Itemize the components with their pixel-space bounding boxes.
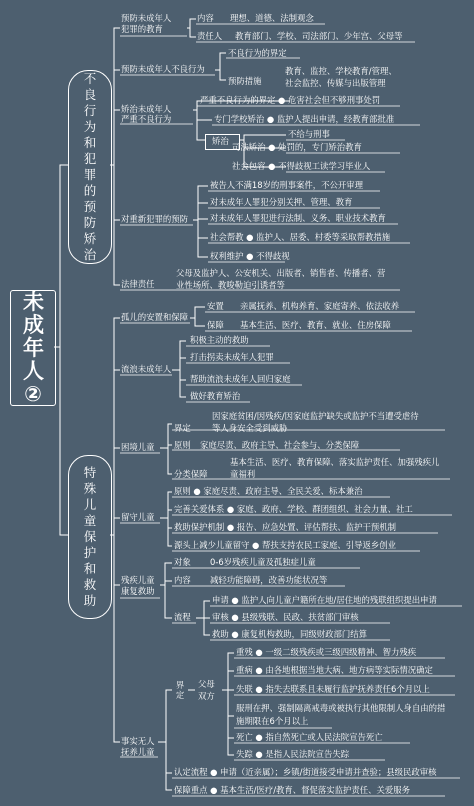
leftbehind-row: 原则 ● 家庭尽责、政府主导、全民关爱、标本兼治 [174, 486, 363, 496]
s3-jz-label: 矫治 [212, 136, 229, 146]
orphan-row-value: 亲属抚养、机构养育、家庭寄养、依法收养 [240, 301, 400, 311]
s5-value-1: 父母及监护人、公安机关、出版者、销售者、传播者、营 [176, 268, 386, 278]
noone-cond: 死亡 ● 指自然死亡或人民法院宣告死亡 [236, 732, 383, 742]
root-node [10, 290, 56, 406]
plight-principle-value: 家庭尽责、政府主导、社会参与、分类保障 [200, 440, 360, 450]
disabled-flow-row: 申请 ● 监护人向儿童户籍所在地/居住地的残联组织提出申请 [212, 595, 437, 605]
plight-class-value-2: 童福利 [230, 469, 256, 479]
s3-label-1: 矫治未成年人 [121, 104, 172, 114]
plight-def-key: 界定 [174, 423, 191, 433]
s2-top: 不良行为的界定 [228, 48, 287, 58]
branch-prevention [68, 70, 112, 264]
s1-row-key: 责任人 [197, 31, 223, 41]
street-row: 打击拐卖未成年人犯罪 [190, 352, 274, 362]
s4-row: 对未成年人罪犯进行法制、义务、职业技术教育 [210, 213, 386, 223]
branch-prevention-label: 不良行为和犯罪的预防矫治 [83, 71, 97, 262]
s4-label: 对重新犯罪的预防 [121, 214, 188, 224]
noone-label-1: 事实无人 [121, 736, 155, 746]
s1-label-1: 预防未成年人 [121, 13, 172, 23]
s3-label-2: 严重不良行为 [121, 114, 172, 124]
orphan-label: 孤儿的安置和保障 [121, 312, 188, 322]
disabled-label-1: 残疾儿童 [121, 575, 155, 585]
leftbehind-row: 源头上减少儿童留守 ● 帮扶支持农民工家庭、引导返乡创业 [174, 540, 397, 550]
noone-cond: 施期限在6个月以上 [236, 716, 309, 726]
disabled-content-key: 内容 [174, 575, 191, 585]
branch-protection [68, 455, 112, 619]
orphan-row-value: 基本生活、医疗、教育、就业、住房保障 [240, 320, 391, 330]
s5-label: 法律责任 [121, 279, 155, 289]
street-row: 帮助流浪未成年人回归家庭 [190, 374, 291, 384]
disabled-content-value: 减轻功能障碍，改善功能状况等 [210, 575, 328, 585]
disabled-object-value: 0-6岁残疾儿童及孤独症儿童 [210, 557, 316, 567]
s1-row-key: 内容 [197, 13, 214, 23]
noone-cond: 失联 ● 指失去联系且未履行监护抚养责任6个月以上 [236, 684, 430, 694]
orphan-row-key: 安置 [207, 301, 224, 311]
noone-cond: 重残 ● 一级二级残疾或三级四级精神、智力残疾 [236, 647, 417, 657]
s1-row-value: 理想、道德、法制观念 [230, 13, 314, 23]
plight-class-value-1: 基本生活、医疗、教育保障、落实监护责任、加强残疾儿 [230, 457, 440, 467]
s4-row: 被告人不满18岁的刑事案件，不公开审理 [210, 180, 364, 190]
s4-row: 社会帮教 ● 监护人、居委、村委等采取帮教措施 [210, 232, 391, 242]
plight-class-key: 分类保障 [174, 469, 208, 479]
s3-jz-row: 社会包容 ● 不得歧视工读学习毕业人 [232, 161, 371, 171]
disabled-label-2: 康复救助 [121, 586, 155, 596]
street-label: 流浪未成年人 [121, 364, 172, 374]
s2-value-1: 教育、监控、学校教育/管理、 [285, 66, 397, 76]
branch-protection-label: 特殊儿童保护和救助 [83, 465, 97, 608]
disabled-flow-row: 救助 ● 康复机构救助，同级财政部门结算 [212, 629, 368, 639]
noone-both-1: 父母 [198, 679, 215, 689]
noone-cond: 服刑在押、强制隔离戒毒或被执行其他限制人身自由的措 [236, 703, 446, 713]
s2-label: 预防未成年人不良行为 [121, 64, 205, 74]
noone-guarantee: 保障重点 ● 基本生活/医疗/教育、督促落实监护责任、关爱服务 [174, 785, 411, 795]
s3-jz-row: 不给与刑事 [288, 129, 330, 139]
plight-def-value-2: 等人身安全受到威胁 [212, 423, 288, 433]
noone-def-key: 界定 [175, 680, 185, 700]
plight-principle-key: 原则 [174, 440, 191, 450]
disabled-object-key: 对象 [174, 557, 191, 567]
root-title: 未成年人② [23, 289, 44, 406]
leftbehind-label: 留守儿童 [121, 512, 155, 522]
s4-row: 权利维护 ● 不得歧视 [210, 251, 290, 261]
leftbehind-row: 救助保护机制 ● 报告、应急处置、评估帮扶、监护干预机制 [174, 522, 397, 532]
s1-row-value: 教育部门、学校、司法部门、少年宫、父母等 [235, 31, 403, 41]
disabled-flow-row: 审核 ● 县级残联、民政、扶贫部门审核 [212, 612, 359, 622]
street-row: 做好教育矫治 [190, 391, 241, 401]
s4-row: 对未成年人罪犯分别关押、管理、教育 [210, 197, 353, 207]
street-row: 积极主动的救助 [190, 335, 249, 345]
s2-value-2: 社会监控、传媒与出版管理 [285, 78, 386, 88]
s3-row: 严重不良行为的界定 ● 危害社会但不够刑事处罚 [200, 95, 381, 105]
plight-def-value-1: 因家庭贫困/因残疾/因家庭监护缺失或监护不当遭受虐待 [212, 411, 419, 421]
s3-jz-row: 司法矫治 ● 处罚的，专门矫治教育 [232, 142, 362, 152]
noone-cond: 失踪 ● 是指人民法院宣告失踪 [236, 749, 350, 759]
disabled-flow-key: 流程 [174, 612, 191, 622]
plight-label: 困境儿童 [121, 442, 155, 452]
s1-label-2: 犯罪的教育 [121, 24, 163, 34]
leftbehind-row: 完善关爱体系 ● 家庭、政府、学校、群团组织、社会力量、社工 [174, 504, 413, 514]
s5-value-2: 业性场所、教唆勒迫引诱者等 [176, 280, 285, 290]
noone-both-2: 双方 [198, 691, 215, 701]
noone-process: 认定流程 ● 申请（近亲属）；乡镇/街道接受申请并查验；县级民政审核 [174, 767, 437, 777]
noone-label-2: 抚养儿童 [121, 747, 155, 757]
noone-cond: 重病 ● 由各地根据当地大病、地方病等实际情况确定 [236, 665, 433, 675]
orphan-row-key: 保障 [207, 320, 224, 330]
s3-row: 专门学校矫治 ● 监护人提出申请，经教育部批准 [214, 114, 395, 124]
s2-key: 预防措施 [228, 76, 262, 86]
